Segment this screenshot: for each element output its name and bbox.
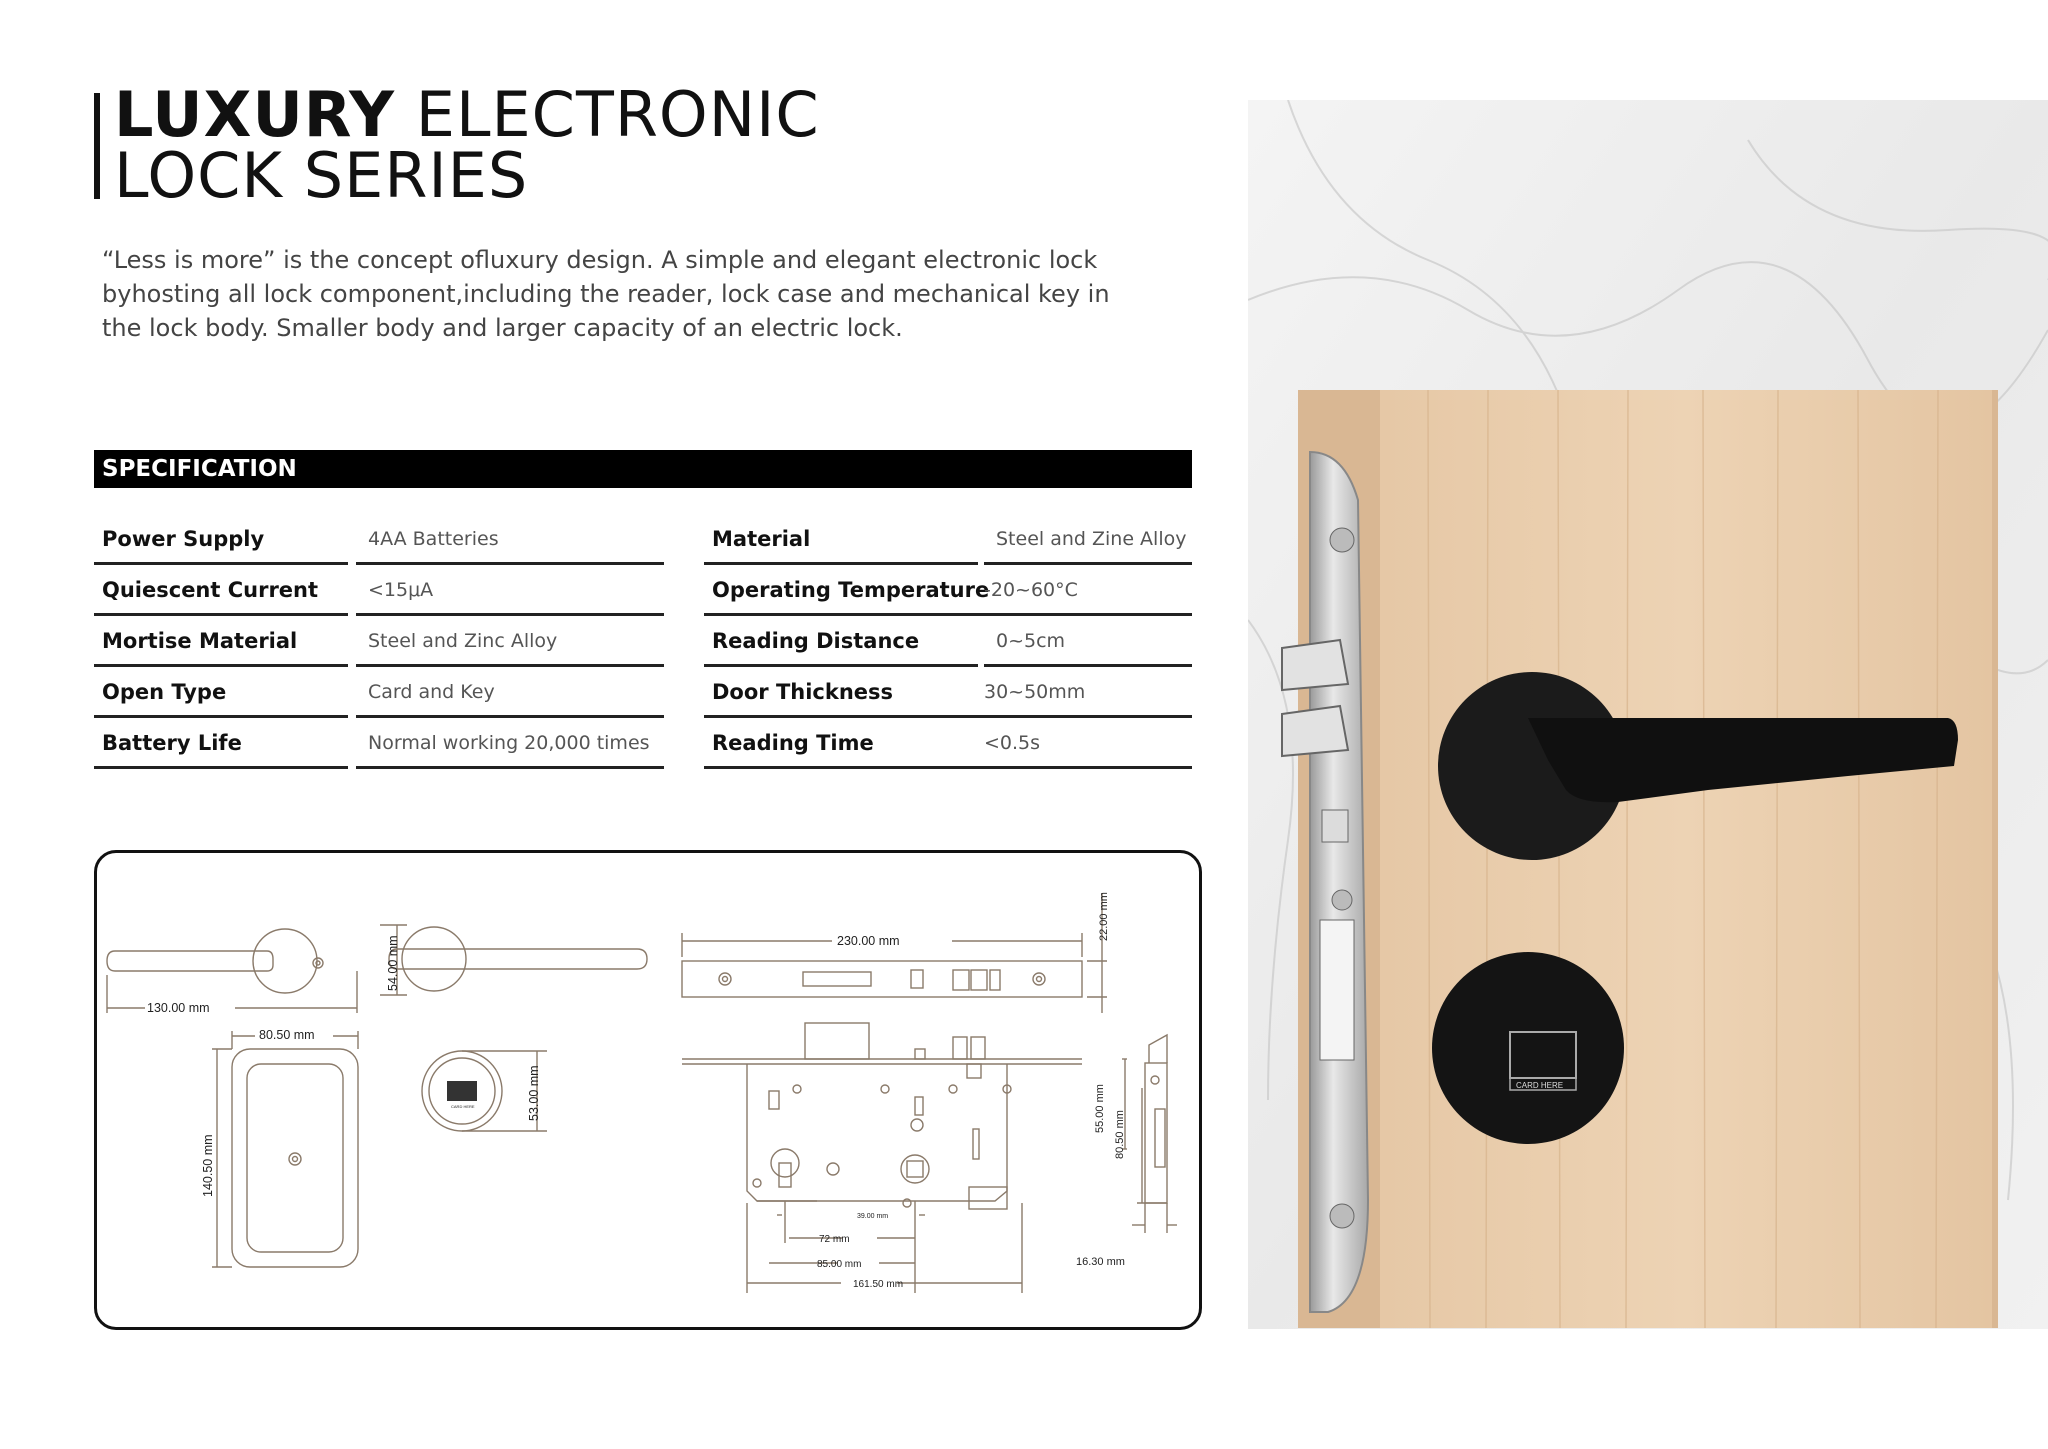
page-title-line2: LOCK SERIES bbox=[114, 139, 529, 212]
deadbolt bbox=[1320, 920, 1354, 1060]
spec-value: Card and Key bbox=[356, 667, 664, 718]
spec-value: <0.5s bbox=[978, 718, 1192, 769]
page-title bbox=[114, 78, 820, 151]
dim-lever-length: 130.00 mm bbox=[147, 1001, 210, 1015]
screw-icon bbox=[1332, 890, 1352, 910]
spec-label: Power Supply bbox=[94, 514, 348, 565]
title-accent-bar bbox=[94, 93, 100, 199]
spec-value: Normal working 20,000 times bbox=[356, 718, 664, 769]
spec-label: Battery Life bbox=[94, 718, 348, 769]
door-panel bbox=[1380, 390, 1992, 1328]
latch-bolt bbox=[1282, 640, 1348, 690]
spec-label: Mortise Material bbox=[94, 616, 348, 667]
dim-backset-72: 72 mm bbox=[819, 1234, 850, 1245]
product-photo bbox=[1248, 100, 2048, 1329]
dim-body-height: 140.50 mm bbox=[201, 1134, 215, 1197]
spec-label: Reading Time bbox=[704, 718, 978, 769]
card-reader-body bbox=[1432, 952, 1624, 1144]
spec-value: <15μA bbox=[356, 565, 664, 616]
card-reader-icon bbox=[447, 1081, 477, 1101]
dim-backset-85: 85.00 mm bbox=[817, 1259, 862, 1270]
door-lock-illustration bbox=[1248, 100, 2048, 1329]
spec-label: Quiescent Current bbox=[94, 565, 348, 616]
spec-value: 30~50mm bbox=[978, 667, 1192, 718]
dim-case-length: 161.50 mm bbox=[853, 1279, 904, 1290]
dim-case-height-b: 80.50 mm bbox=[1114, 1110, 1126, 1159]
spec-value: Steel and Zine Alloy bbox=[984, 514, 1192, 565]
dim-case-depth: 16.30 mm bbox=[1076, 1256, 1125, 1268]
spec-value: Steel and Zinc Alloy bbox=[356, 616, 664, 667]
spec-label: Material bbox=[704, 514, 978, 565]
dim-rose-height: 54.00 mm bbox=[386, 935, 400, 991]
latch-bolt bbox=[1282, 706, 1348, 756]
spec-label: Door Thickness bbox=[704, 667, 978, 718]
spec-value: 0~5cm bbox=[984, 616, 1192, 667]
spec-label: Reading Distance bbox=[704, 616, 978, 667]
dim-backset-small: 39.00 mm bbox=[857, 1213, 889, 1220]
screw-icon bbox=[1330, 528, 1354, 552]
lock-faceplate bbox=[1310, 452, 1368, 1312]
spec-value: -20~60°C bbox=[978, 565, 1192, 616]
dim-body-width: 80.50 mm bbox=[259, 1028, 315, 1042]
spec-label: Open Type bbox=[94, 667, 348, 718]
dim-case-height-a: 55.00 mm bbox=[1094, 1084, 1106, 1133]
spec-heading: SPECIFICATION bbox=[94, 450, 1192, 488]
screw-icon bbox=[1330, 1204, 1354, 1228]
technical-drawing-panel bbox=[94, 850, 1202, 1330]
dim-faceplate-width: 22.00 mm bbox=[1098, 892, 1110, 941]
title-bold-word: LUXURY bbox=[114, 78, 396, 151]
spec-value: 4AA Batteries bbox=[356, 514, 664, 565]
title-rest-word: ELECTRONIC bbox=[415, 78, 820, 151]
auxiliary-latch bbox=[1322, 810, 1348, 842]
dim-reader-height: 53.00 mm bbox=[527, 1065, 541, 1121]
intro-paragraph: “Less is more” is the concept ofluxury design. A simple and elegant electronic lock byhosting all lock component,including the reader, lock case and mechanical key in the lock body. Smaller body and larger capacity of an electric lock. bbox=[102, 246, 1110, 342]
spec-label: Operating Temperature bbox=[704, 565, 978, 616]
technical-drawing bbox=[97, 853, 1202, 1330]
card-reader-label: CARD HERE bbox=[1516, 1081, 1564, 1090]
reader-label: CARD HERE bbox=[451, 1104, 475, 1109]
dim-faceplate-length: 230.00 mm bbox=[837, 934, 900, 948]
